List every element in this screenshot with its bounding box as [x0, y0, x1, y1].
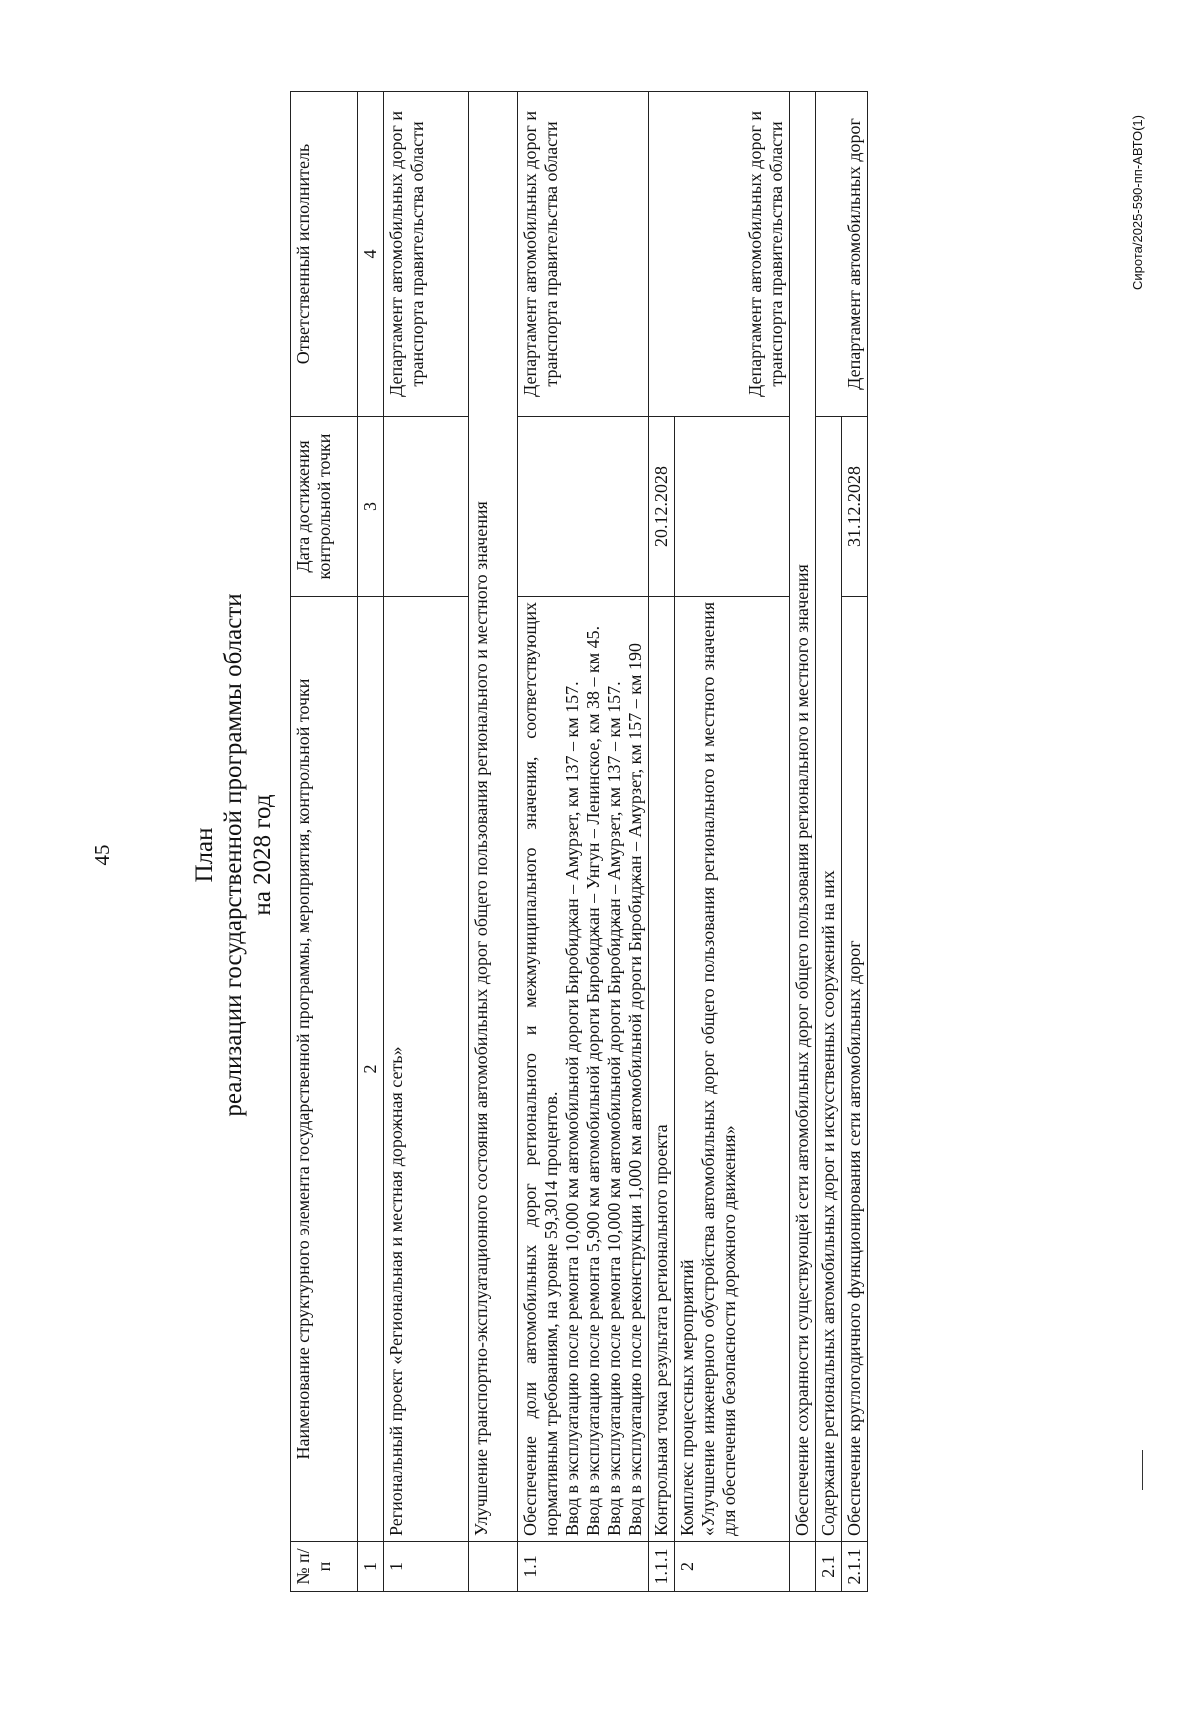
row-date	[518, 417, 649, 597]
table-header-numbers-row	[358, 92, 384, 1592]
table-row	[842, 92, 868, 1592]
row-number: 1	[384, 1542, 469, 1592]
row-date	[384, 417, 469, 597]
table-row	[816, 92, 842, 1592]
table-row	[384, 92, 469, 1592]
row-line: Ввод в эксплуатацию после реконструкции 1,000 км автомобильной дороги Биробиджан – Амурзет, км 157 – км 190	[625, 643, 645, 1536]
row-number: 1.1.1	[649, 1542, 675, 1592]
row-executor	[649, 92, 675, 417]
row-number	[469, 1542, 518, 1592]
row-line: Ввод в эксплуатацию после ремонта 10,000 км автомобильной дороги Биробиджан – Амурзет, км 137 – км 157.	[562, 681, 582, 1536]
row-name	[675, 597, 790, 1542]
table-row	[649, 92, 675, 1592]
row-executor: Департамент автомобильных дорог	[842, 92, 868, 417]
title-line-1: План	[191, 827, 218, 883]
table-row-goal	[469, 92, 518, 1592]
title-line-2: реализации государственной программы области	[220, 593, 247, 1117]
header-col-number: № п/п	[291, 1542, 358, 1592]
row-name	[518, 597, 649, 1542]
row-number: 2.1.1	[842, 1542, 868, 1592]
row-number: 2.1	[816, 1542, 842, 1592]
title-line-3: на 2028 год	[249, 794, 276, 916]
table-row-goal	[790, 92, 816, 1592]
document-title	[190, 0, 277, 1710]
row-date: 31.12.2028	[842, 417, 868, 597]
row-line: Комплекс процессных мероприятий	[677, 1259, 697, 1536]
header-col-date: Дата достижения контрольной точки	[291, 417, 358, 597]
row-goal-text: Обеспечение сохранности существующей сети автомобильных дорог общего пользования регионального и местного значения	[790, 92, 816, 1542]
row-goal-text: Улучшение транспортно-эксплуатационного состояния автомобильных дорог общего пользования регионального и местного значения	[469, 92, 518, 1542]
row-line: Ввод в эксплуатацию после ремонта 10,000 км автомобильной дороги Биробиджан – Амурзет, км 137 – км 157.	[604, 681, 624, 1536]
table-row	[518, 92, 649, 1592]
footer-divider	[1142, 1450, 1143, 1490]
header-number-3: 3	[358, 417, 384, 597]
row-line: Ввод в эксплуатацию после ремонта 5,900 км автомобильной дороги Биробиджан – Унгун – Ленинское, км 38 – км 45.	[583, 625, 603, 1536]
row-name: Содержание региональных автомобильных дорог и искусственных сооружений на них	[816, 417, 842, 1542]
row-number	[790, 1542, 816, 1592]
header-number-1: 1	[358, 1542, 384, 1592]
row-executor: Департамент автомобильных дорог и транспорта правительства области	[518, 92, 649, 417]
footer-document-code: Сирота/2025-590-пп-АВТО(1)	[1130, 115, 1145, 290]
page-number: 45	[90, 844, 114, 866]
row-name: Региональный проект «Региональная и местная дорожная сеть»	[384, 597, 469, 1542]
row-date: 20.12.2028	[649, 417, 675, 597]
header-number-2: 2	[358, 597, 384, 1542]
row-line: Обеспечение доли автомобильных дорог регионального и межмуниципального значения, соответствующих нормативным требованиям, на уровне 59,3014 процентов.	[520, 602, 561, 1536]
row-name: Контрольная точка результата регионального проекта	[649, 597, 675, 1542]
row-executor: Департамент автомобильных дорог и транспорта правительства области	[675, 92, 790, 417]
header-col-executor: Ответственный исполнитель	[291, 92, 358, 417]
row-executor: Департамент автомобильных дорог и транспорта правительства области	[384, 92, 469, 417]
plan-table	[290, 91, 868, 1592]
row-executor	[816, 92, 842, 417]
row-number: 2	[675, 1542, 790, 1592]
header-number-4: 4	[358, 92, 384, 417]
header-col-name: Наименование структурного элемента государственной программы, мероприятия, контрольной точки	[291, 597, 358, 1542]
table-row	[675, 92, 790, 1592]
row-name: Обеспечение круглогодичного функционирования сети автомобильных дорог	[842, 597, 868, 1542]
row-line: «Улучшение инженерного обустройства автомобильных дорог общего пользования регионального и местного значения для обеспечения безопасности дорожного движения»	[698, 602, 739, 1536]
table-header-row	[291, 92, 358, 1592]
row-number: 1.1	[518, 1542, 649, 1592]
row-date	[675, 417, 790, 597]
